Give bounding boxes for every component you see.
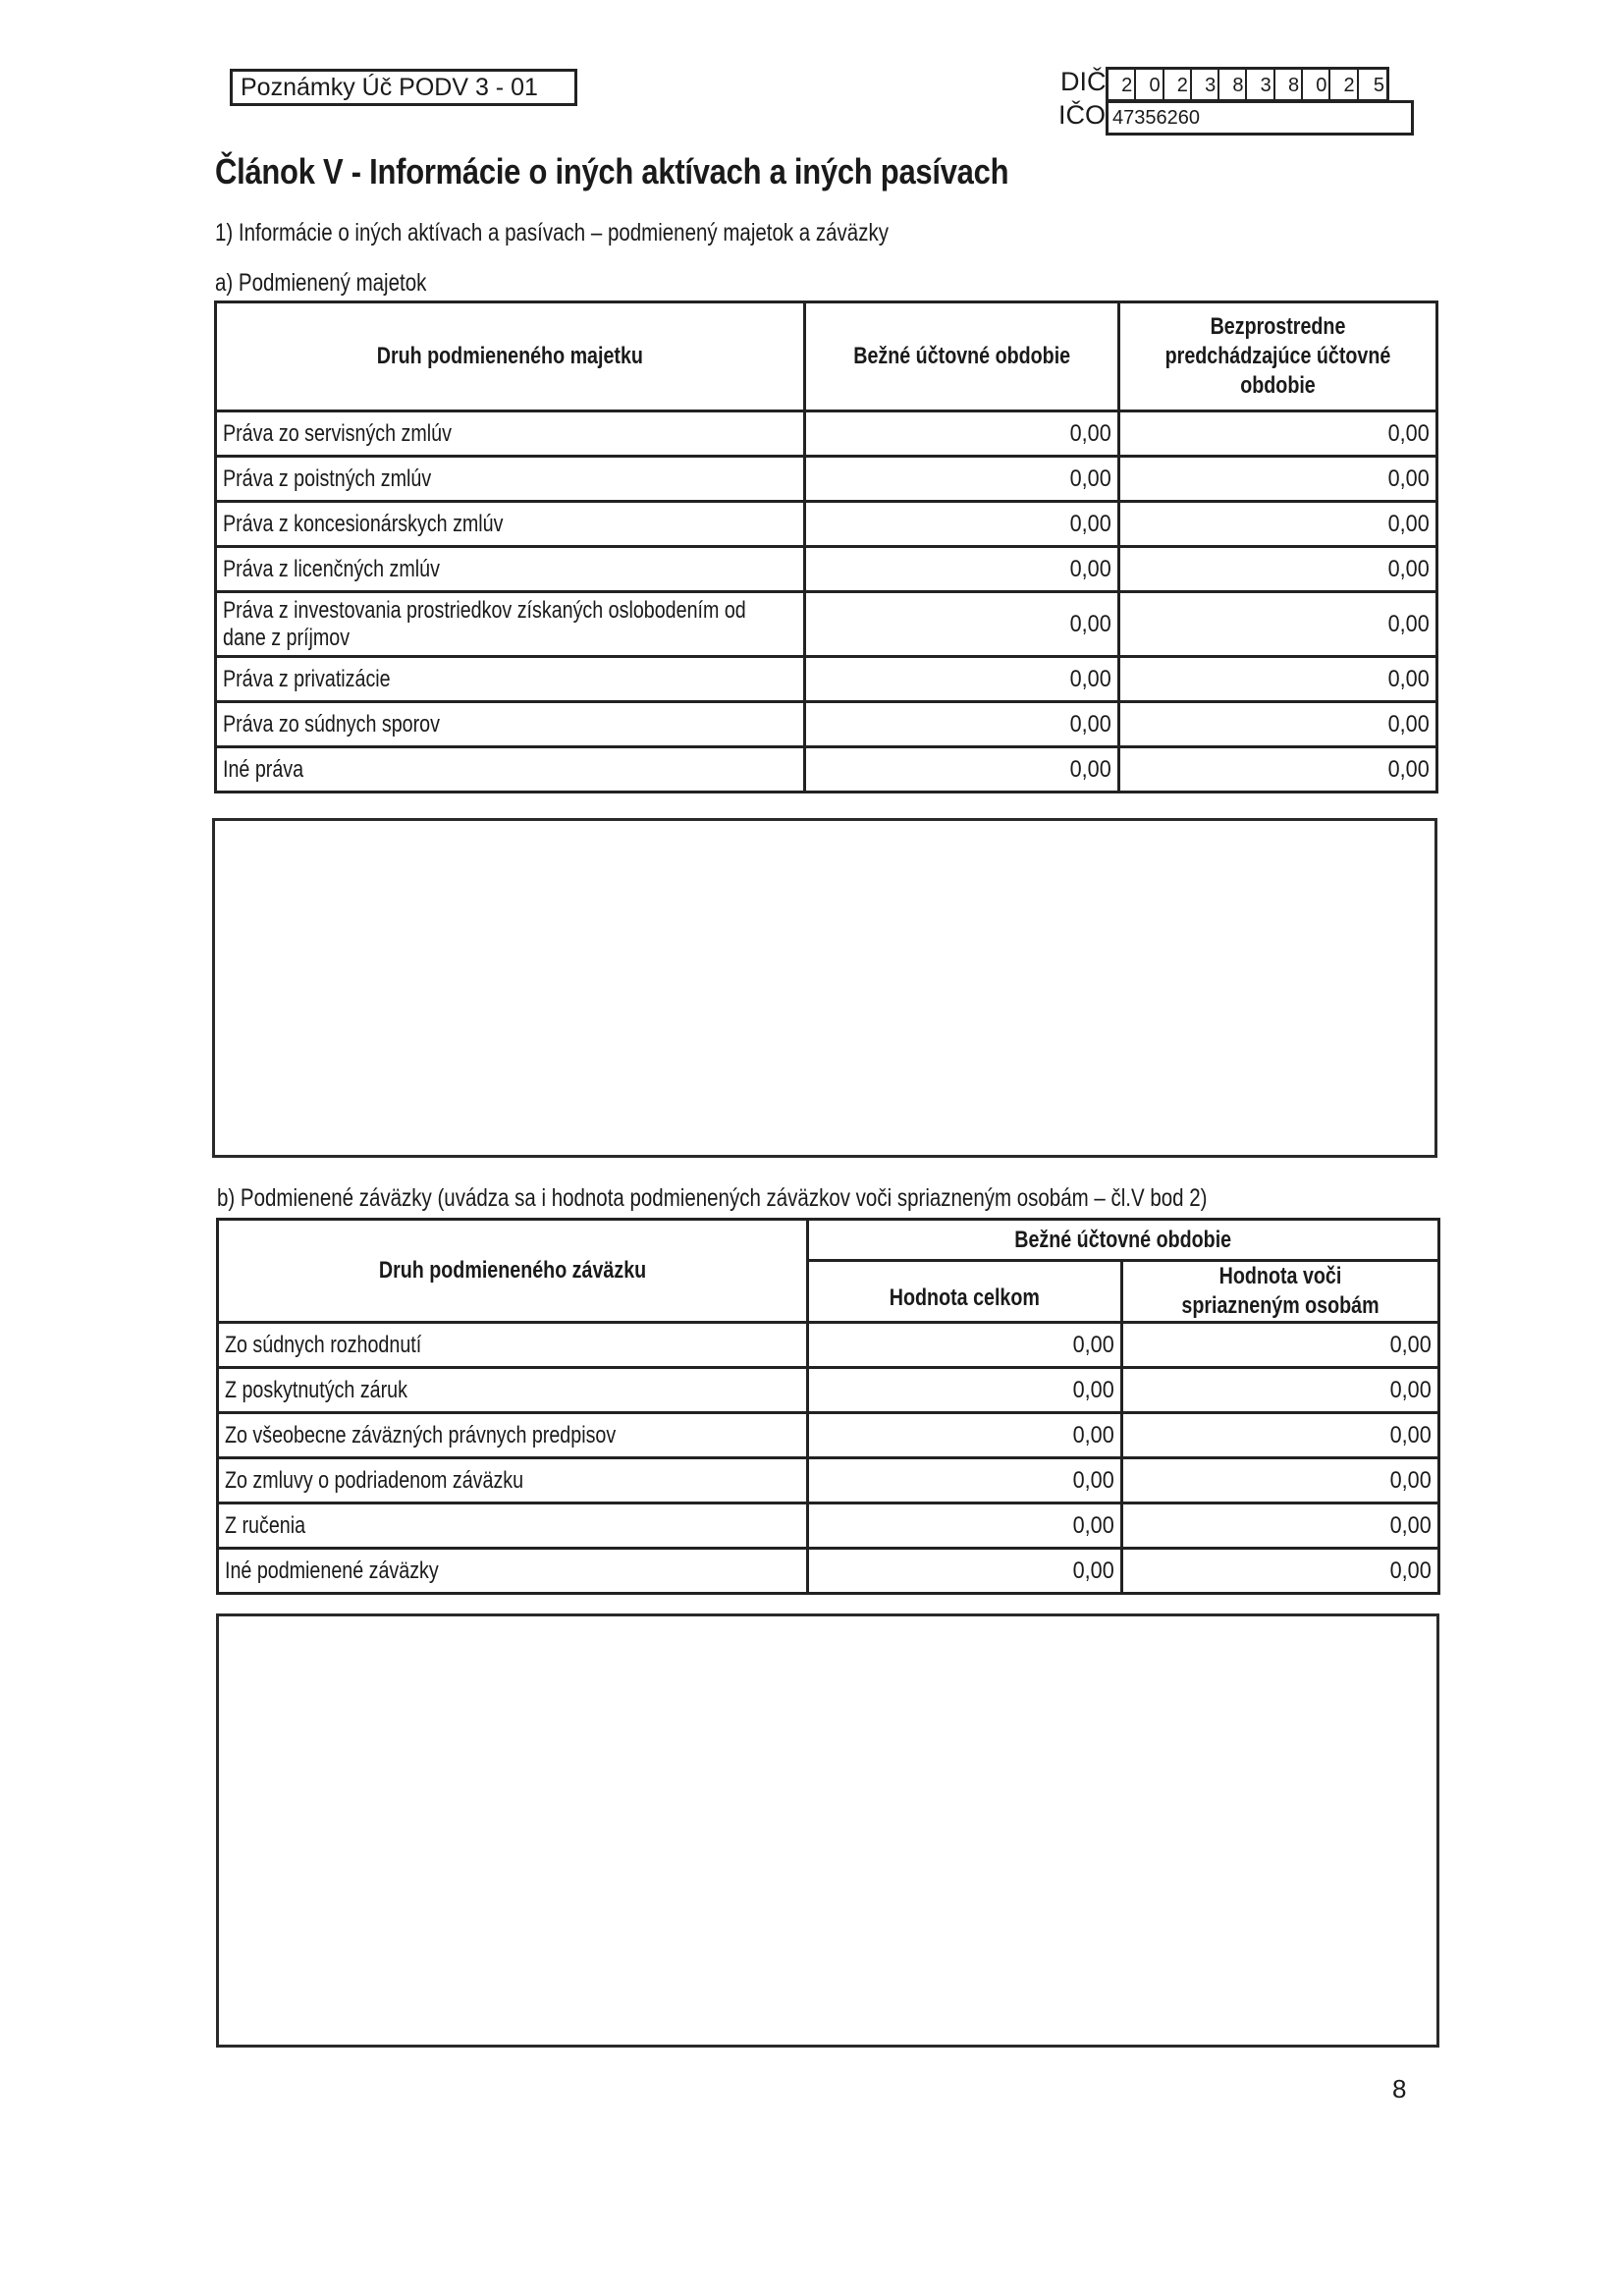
column-header: Druh podmieneného majetku: [216, 302, 805, 411]
total-value: 0,00: [808, 1368, 1122, 1413]
column-header: Bežné účtovné obdobie: [805, 302, 1119, 411]
row-label: Práva z licenčných zmlúv: [216, 547, 805, 592]
current-period-value: 0,00: [805, 657, 1119, 702]
table-row: [218, 1503, 1439, 1549]
related-parties-value: 0,00: [1122, 1368, 1439, 1413]
dic-digit: 8: [1275, 70, 1303, 99]
row-label: Zo súdnych rozhodnutí: [218, 1323, 808, 1368]
row-label: Práva z koncesionárskych zmlúv: [216, 502, 805, 547]
row-label: Iné práva: [216, 747, 805, 793]
row-label: Práva z investovania prostriedkov získaných oslobodením od dane z príjmov: [216, 592, 805, 657]
table-row: [216, 747, 1437, 793]
assets-note-textbox[interactable]: [212, 818, 1437, 1158]
dic-digit: 2: [1164, 70, 1192, 99]
row-label: Zo všeobecne záväzných právnych predpisov: [218, 1413, 808, 1458]
previous-period-value: 0,00: [1119, 411, 1437, 457]
ico-label: IČO: [1058, 100, 1107, 130]
table-row: [218, 1458, 1439, 1503]
previous-period-value: 0,00: [1119, 657, 1437, 702]
table-header-row: [218, 1220, 1439, 1261]
previous-period-value: 0,00: [1119, 502, 1437, 547]
page-number: 8: [1392, 2074, 1407, 2104]
dic-digit: 5: [1373, 75, 1384, 96]
related-parties-value: 0,00: [1122, 1503, 1439, 1549]
section-a-heading: a) Podmienený majetok: [215, 269, 427, 297]
row-label: Práva z poistných zmlúv: [216, 457, 805, 502]
current-period-value: 0,00: [805, 547, 1119, 592]
contingent-assets-table: [214, 301, 1438, 793]
previous-period-value: 0,00: [1119, 747, 1437, 793]
table-row: [216, 702, 1437, 747]
previous-period-value: 0,00: [1119, 592, 1437, 657]
table-row: [216, 657, 1437, 702]
previous-period-value: 0,00: [1119, 457, 1437, 502]
ico-field: 47356260: [1106, 100, 1414, 136]
table-row: [218, 1323, 1439, 1368]
dic-field: [1106, 67, 1389, 102]
total-value: 0,00: [808, 1503, 1122, 1549]
column-header: Bezprostredne predchádzajúce účtovné obdobie: [1119, 302, 1437, 411]
total-value: 0,00: [808, 1413, 1122, 1458]
related-parties-value: 0,00: [1122, 1549, 1439, 1594]
total-value: 0,00: [808, 1323, 1122, 1368]
total-value: 0,00: [808, 1458, 1122, 1503]
form-code-box: Poznámky Úč PODV 3 - 01: [230, 69, 577, 106]
dic-digit: 0: [1303, 70, 1330, 99]
dic-label: DIČ: [1060, 67, 1107, 96]
current-period-value: 0,00: [805, 411, 1119, 457]
table-row: [216, 592, 1437, 657]
section-b-heading: b) Podmienené záväzky (uvádza sa i hodnota podmienených záväzkov voči spriazneným osobám – čl.V bod 2): [217, 1184, 1208, 1212]
column-header: Druh podmieneného záväzku: [218, 1220, 808, 1323]
table-row: [218, 1413, 1439, 1458]
row-label: Zo zmluvy o podriadenom záväzku: [218, 1458, 808, 1503]
dic-digit: 0: [1136, 70, 1163, 99]
previous-period-value: 0,00: [1119, 547, 1437, 592]
row-label: Iné podmienené záväzky: [218, 1549, 808, 1594]
dic-digit: 2: [1330, 70, 1358, 99]
table-row: [216, 502, 1437, 547]
dic-digit: 3: [1247, 70, 1274, 99]
dic-digit: 3: [1192, 70, 1219, 99]
contingent-liabilities-table: [216, 1218, 1440, 1595]
row-label: Práva zo servisných zmlúv: [216, 411, 805, 457]
total-value: 0,00: [808, 1549, 1122, 1594]
current-period-value: 0,00: [805, 502, 1119, 547]
previous-period-value: 0,00: [1119, 702, 1437, 747]
current-period-value: 0,00: [805, 702, 1119, 747]
current-period-value: 0,00: [805, 592, 1119, 657]
current-period-value: 0,00: [805, 457, 1119, 502]
column-header: Hodnota voči spriazneným osobám: [1122, 1261, 1439, 1323]
article-subtitle: 1) Informácie o iných aktívach a pasívach – podmienený majetok a záväzky: [215, 219, 889, 246]
table-row: [216, 547, 1437, 592]
dic-digit: 8: [1219, 70, 1247, 99]
related-parties-value: 0,00: [1122, 1323, 1439, 1368]
table-row: [216, 411, 1437, 457]
article-title: Článok V - Informácie o iných aktívach a iných pasívach: [215, 151, 1009, 191]
table-row: [216, 457, 1437, 502]
column-group-header: Bežné účtovné obdobie: [808, 1220, 1439, 1261]
related-parties-value: 0,00: [1122, 1413, 1439, 1458]
current-period-value: 0,00: [805, 747, 1119, 793]
table-row: [218, 1549, 1439, 1594]
column-header: Hodnota celkom: [808, 1261, 1122, 1323]
table-row: [218, 1368, 1439, 1413]
liabilities-note-textbox[interactable]: [216, 1613, 1439, 2048]
related-parties-value: 0,00: [1122, 1458, 1439, 1503]
row-label: Práva zo súdnych sporov: [216, 702, 805, 747]
row-label: Z poskytnutých záruk: [218, 1368, 808, 1413]
table-header-row: [216, 302, 1437, 411]
row-label: Práva z privatizácie: [216, 657, 805, 702]
row-label: Z ručenia: [218, 1503, 808, 1549]
dic-digit: 2: [1109, 70, 1136, 99]
